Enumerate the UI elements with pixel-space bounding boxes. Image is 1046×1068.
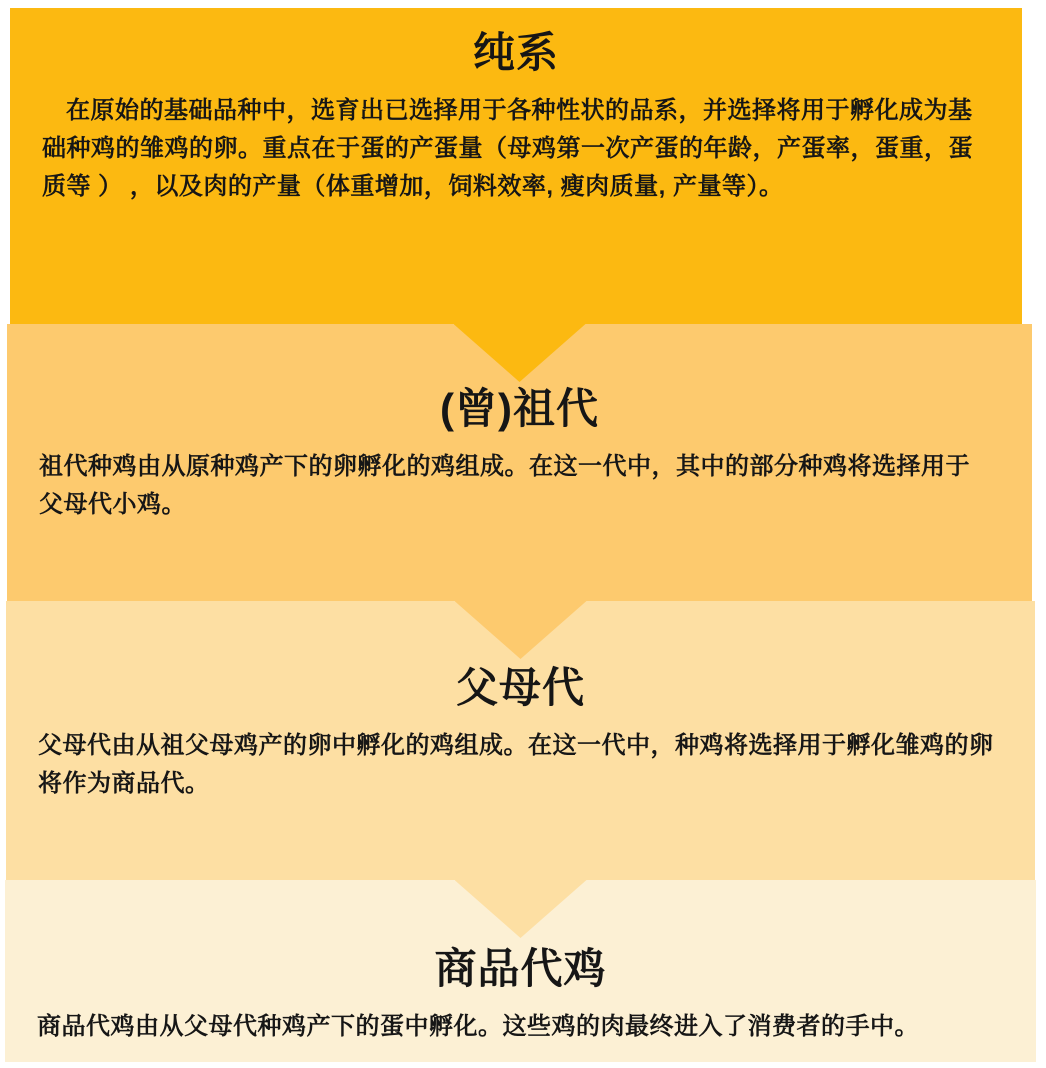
down-arrow-icon — [454, 324, 586, 382]
section-title-parent: 父母代 — [455, 664, 585, 711]
section-title-pure-line: 纯系 — [472, 29, 559, 76]
section-grandparent — [7, 324, 1032, 601]
section-body-commercial: 商品代鸡由从父母代种鸡产下的蛋中孵化。这些鸡的肉最终进入了消费者的手中。 — [37, 1013, 919, 1040]
down-arrow-icon — [455, 601, 587, 659]
section-title-grandparent: (曾)祖代 — [440, 385, 599, 432]
section-body-pure-line: 在原始的基础品种中，选育出已选择用于各种性状的品系，并选择将用于孵化成为基础种鸡的雏鸡的卵。重点在于蛋的产蛋量（母鸡第一次产蛋的年龄，产蛋率，蛋重，蛋质等 ） ，以及肉的产量（体重增加，饲料效率, 瘦肉质量, 产量等）。 — [42, 97, 973, 200]
section-title-commercial: 商品代鸡 — [434, 945, 607, 992]
section-commercial — [5, 880, 1036, 1062]
down-arrow-icon — [455, 880, 587, 938]
section-parent — [6, 601, 1035, 880]
section-pure-line — [10, 8, 1022, 324]
section-body-grandparent: 祖代种鸡由从原种鸡产下的卵孵化的鸡组成。在这一代中，其中的部分种鸡将选择用于父母代小鸡。 — [39, 453, 970, 518]
section-body-parent: 父母代由从祖父母鸡产的卵中孵化的鸡组成。在这一代中，种鸡将选择用于孵化雏鸡的卵将作为商品代。 — [38, 732, 994, 797]
